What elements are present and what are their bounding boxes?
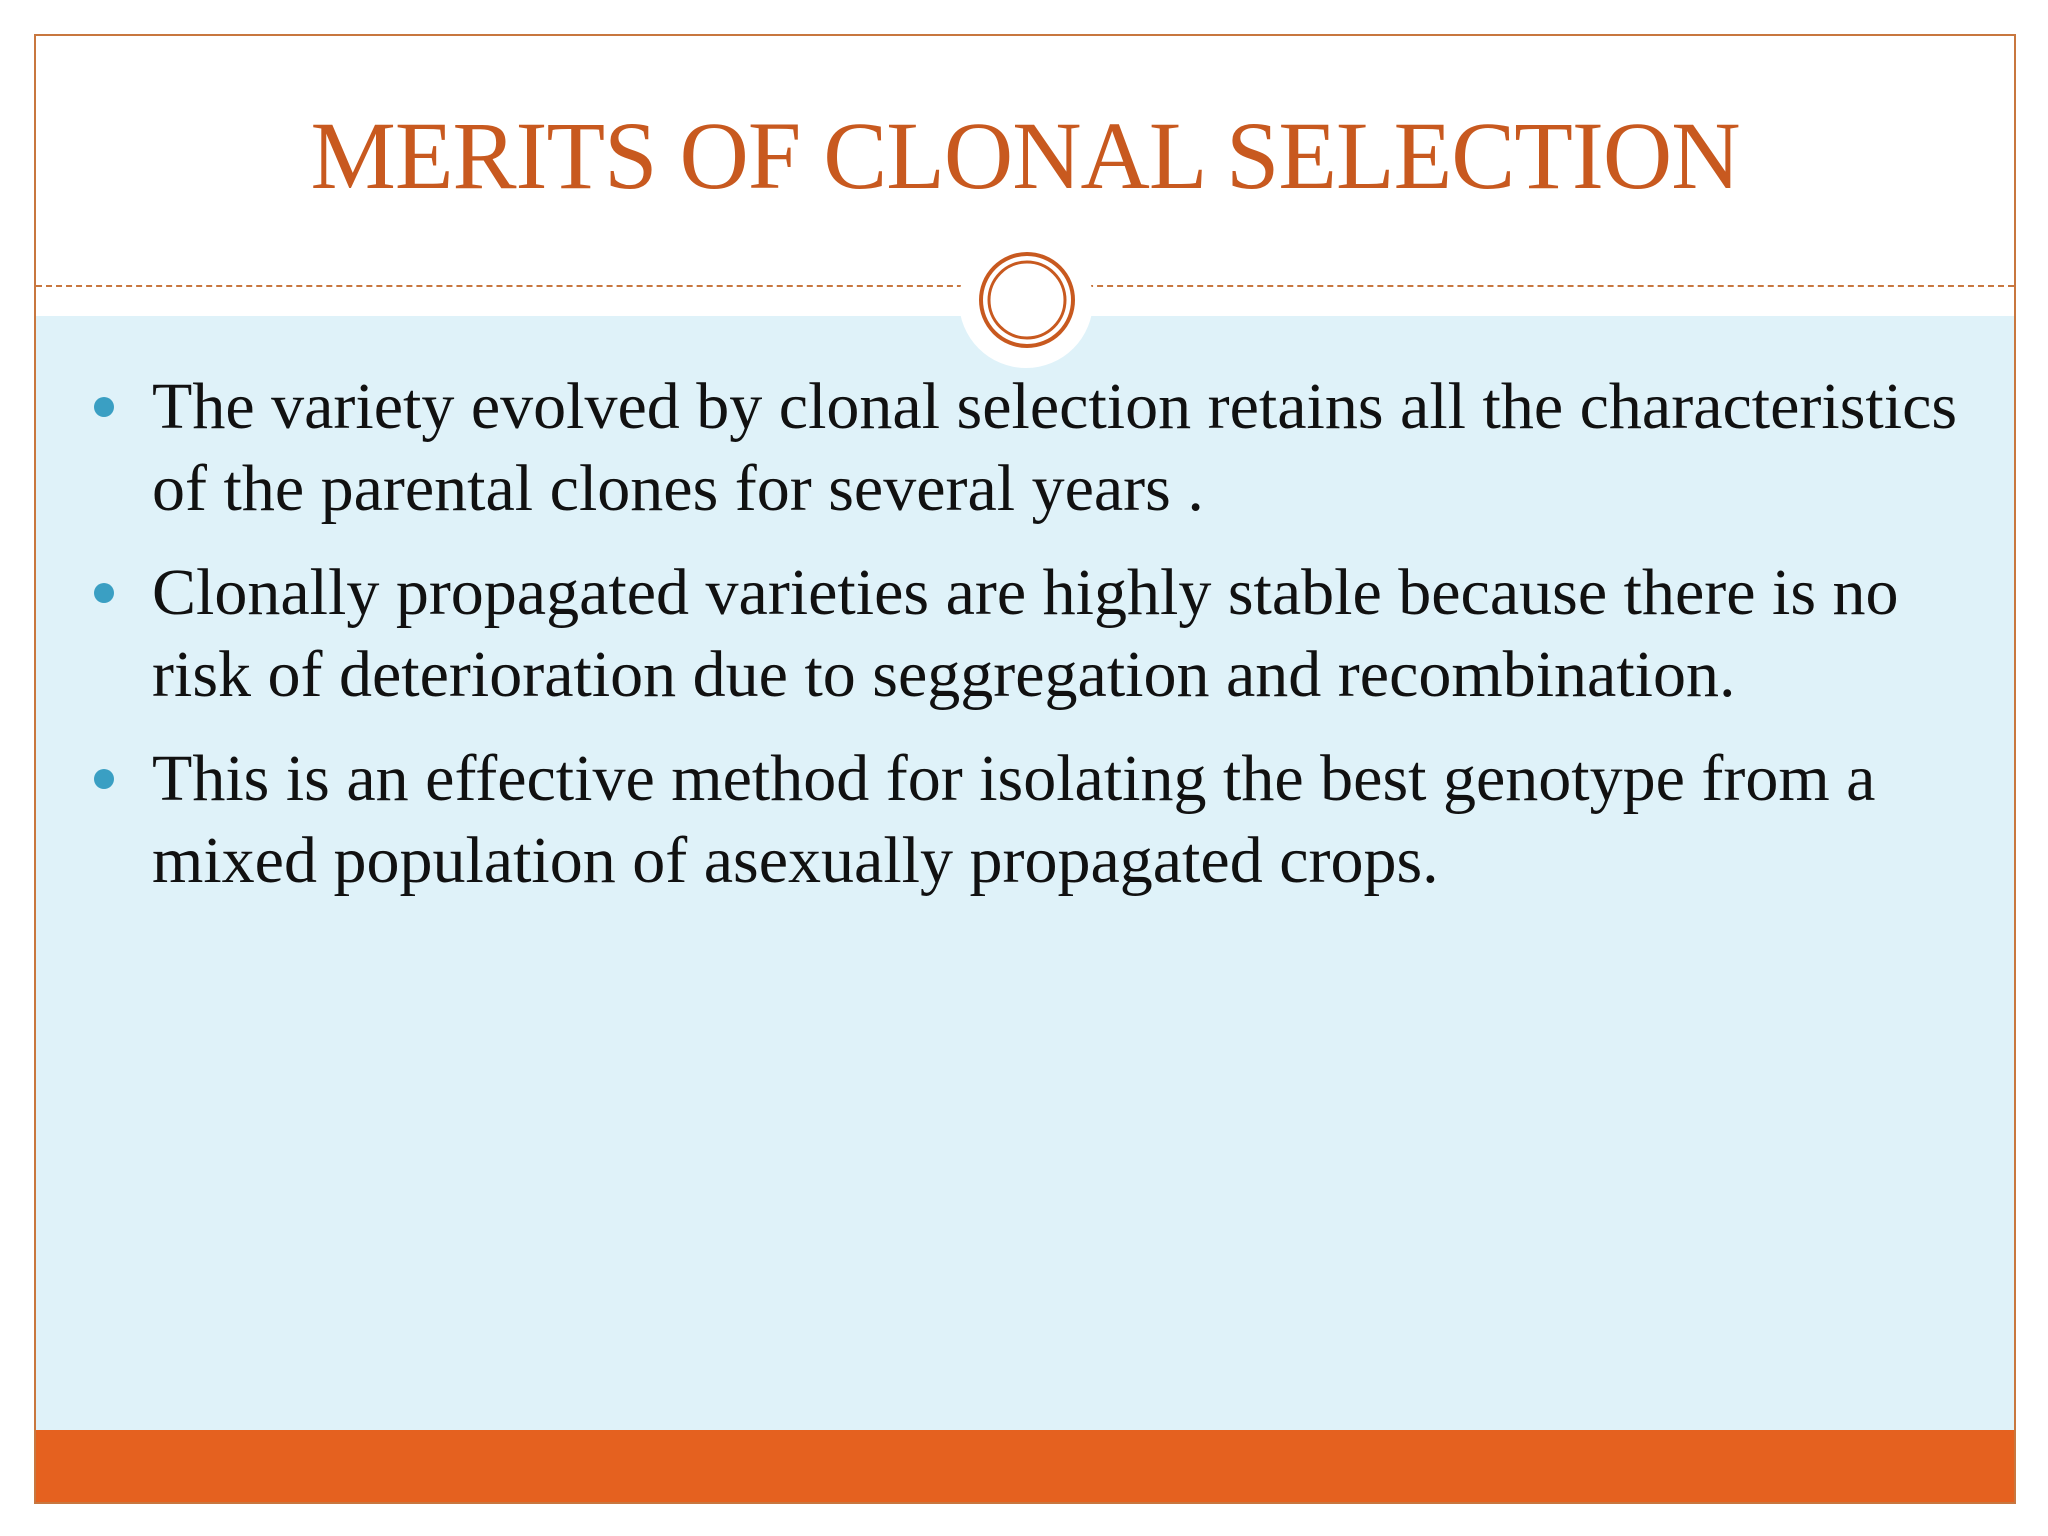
bullet-list bbox=[36, 366, 2014, 924]
bullet-dot-icon bbox=[94, 769, 114, 789]
bullet-text: The variety evolved by clonal selection retains all the characteristics of the parental clones for several years . bbox=[152, 370, 1958, 525]
bullet-text: This is an effective method for isolating the best genotype from a mixed population of asexually propagated crops. bbox=[152, 742, 1876, 897]
bullet-dot-icon bbox=[94, 397, 114, 417]
bullet-dot-icon bbox=[94, 583, 114, 603]
slide-title: MERITS OF CLONAL SELECTION bbox=[310, 102, 1740, 209]
slide bbox=[34, 34, 2016, 1504]
double-circle-ornament-icon bbox=[977, 250, 1077, 350]
footer-bar bbox=[36, 1430, 2014, 1502]
bullet-item bbox=[36, 738, 2014, 902]
bullet-text: Clonally propagated varieties are highly stable because there is no risk of deterioration due to seggregation and recombination. bbox=[152, 556, 1899, 711]
bullet-item bbox=[36, 552, 2014, 716]
bullet-item bbox=[36, 366, 2014, 530]
